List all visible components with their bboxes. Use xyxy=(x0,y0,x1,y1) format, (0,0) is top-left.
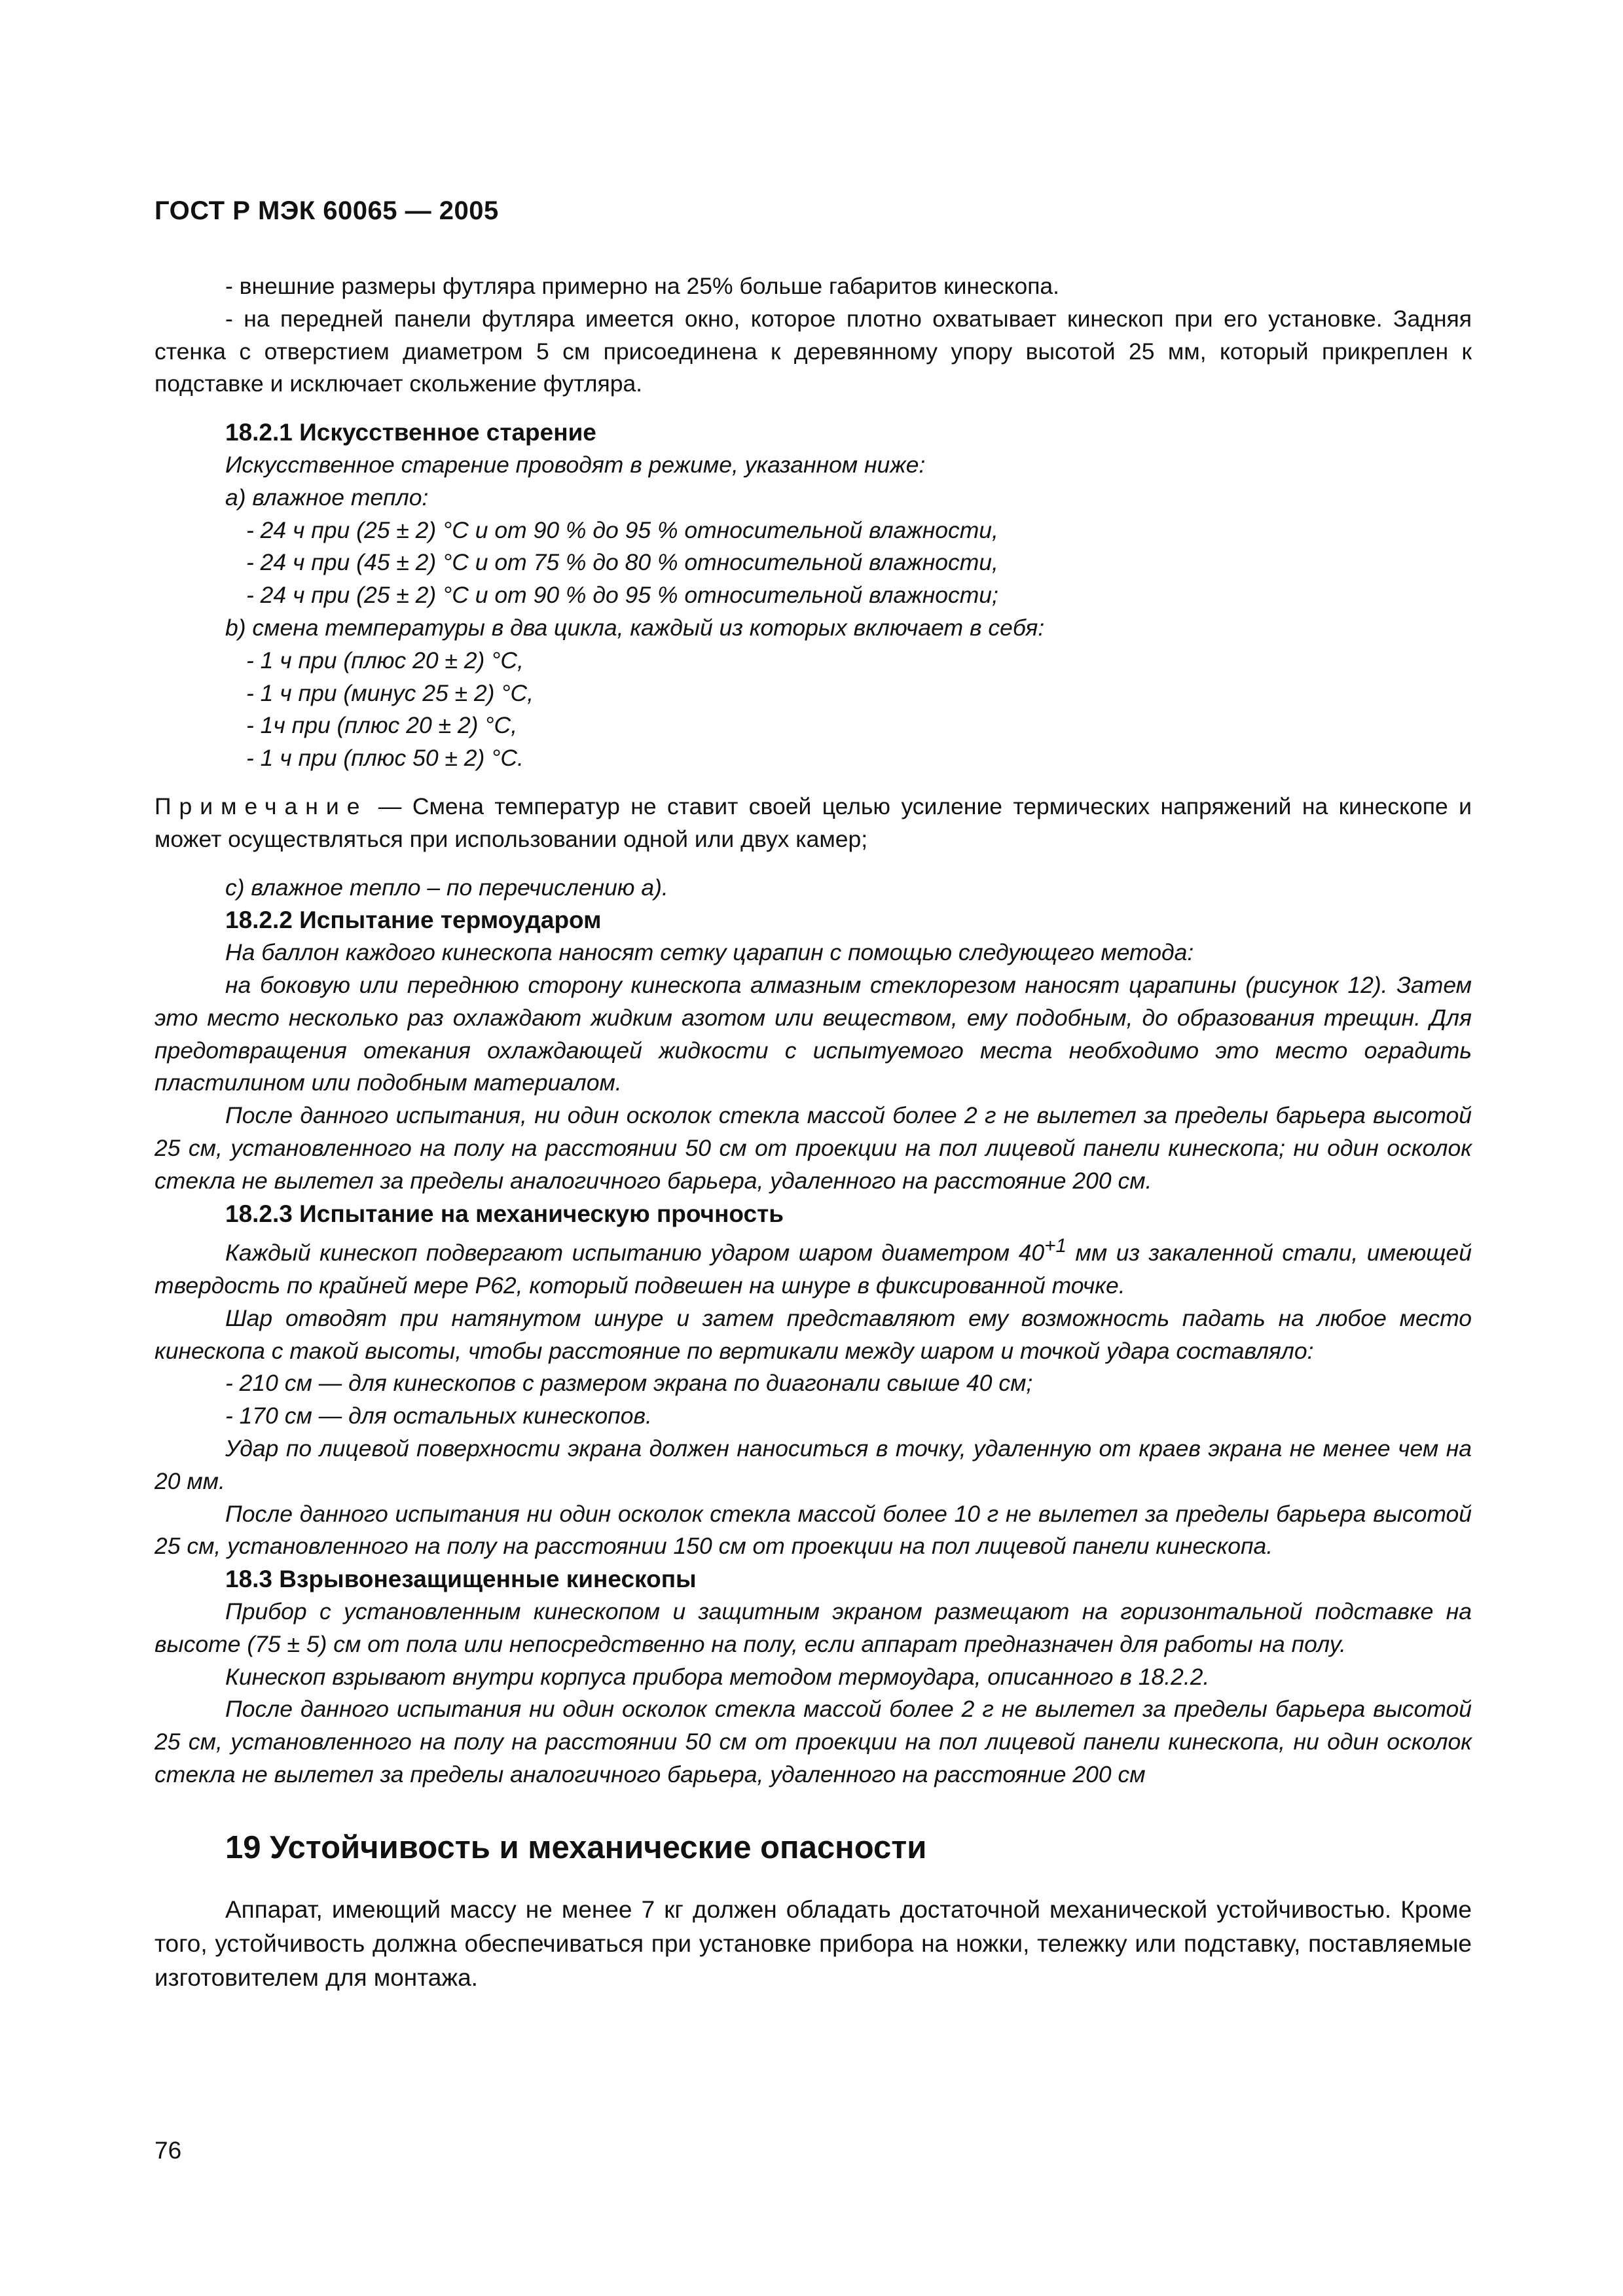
aging-b-item: - 1 ч при (плюс 20 ± 2) °С, xyxy=(246,647,524,673)
stability-paragraph: Аппарат, имеющий массу не менее 7 кг должен обладать достаточной механической устойчивостью. Кроме того, устойчивость должна обеспечиваться при установке прибора на ножки, тележку или подставку, поставляемые изготовителем для монтажа. xyxy=(155,1896,1472,1992)
thermal-shock-paragraph: на боковую или переднюю сторону кинескопа алмазным стеклорезом наносят царапины (рисунок 12). Затем это место несколько раз охлаждают жидким азотом или веществом, ему подобным, до образования трещин. Для предотвращения отекания охлаждающей жидкости с испытуемого места необходимо это место оградить пластилином или подобным материалом. xyxy=(155,971,1472,1096)
non-protected-paragraph: После данного испытания ни один осколок стекла массой более 2 г не вылетел за пределы барьера высотой 25 см, установленного на полу на расстоянии 50 см от проекции на пол лицевой панели кинескопа, ни один осколок стекла не вылетел за пределы аналогичного барьера, удаленного на расстояние 200 см xyxy=(155,1696,1472,1787)
note-text: — Смена температур не ставит своей целью усиление термических напряжений на кинескопе и может осуществляться при использовании одной или двух камер; xyxy=(155,793,1472,852)
thermal-shock-paragraph: На баллон каждого кинескопа наносят сетку царапин с помощью следующего метода: xyxy=(225,939,1194,966)
heading-19: 19 Устойчивость и механические опасности xyxy=(225,1829,927,1865)
heading-18-2-2: 18.2.2 Испытание термоударом xyxy=(225,906,602,934)
non-protected-paragraph: Прибор с установленным кинескопом и защитным экраном размещают на горизонтальной подставке на высоте (75 ± 5) см от пола или непосредственно на полу, если аппарат предназначен для работы на полу. xyxy=(155,1598,1472,1657)
aging-b-item: - 1ч при (плюс 20 ± 2) °С, xyxy=(246,712,518,739)
mechanical-paragraph-1: Каждый кинескоп подвергают испытанию ударом шаром диаметром $40^{+1}$ мм из закаленной стали, имеющей твердость по крайней мере Р62, который подвешен на шнуре в фиксированной точке. xyxy=(155,1235,1472,1299)
intro-paragraph-2: - на передней панели футляра имеется окно, которое плотно охватывает кинескоп при его установке. Задняя стенка с отверстием диаметром 5 см присоединена к деревянному упору высотой 25 мм, который прикреплен к подставке и исключает скольжение футляра. xyxy=(155,305,1472,397)
heading-18-2-3: 18.2.3 Испытание на механическую прочность xyxy=(225,1200,784,1227)
mechanical-paragraph-4: После данного испытания ни один осколок стекла массой более 10 г не вылетел за пределы барьера высотой 25 см, установленного на полу на расстоянии 150 см от проекции на пол лицевой панели кинескопа. xyxy=(155,1500,1472,1560)
thermal-shock-paragraph: После данного испытания, ни один осколок стекла массой более 2 г не вылетел за пределы барьера высотой 25 см, установленного на полу на расстоянии 50 см от проекции на пол лицевой панели кинескопа; ни один осколок стекла не вылетел за пределы аналогичного барьера, удаленного на расстояние 200 см. xyxy=(155,1102,1472,1194)
mechanical-paragraph-2: Шар отводят при натянутом шнуре и затем представляют ему возможность падать на любое место кинескопа с такой высоты, чтобы расстояние по вертикали между шаром и точкой удара составляло: xyxy=(155,1304,1472,1364)
page-content xyxy=(155,270,1472,1995)
aging-c-label: c) влажное тепло – по перечислению а). xyxy=(225,874,668,901)
aging-lead: Искусственное старение проводят в режиме, указанном ниже: xyxy=(225,451,926,478)
aging-b-label: b) смена температуры в два цикла, каждый из которых включает в себя: xyxy=(225,614,1045,641)
mechanical-paragraph-3: Удар по лицевой поверхности экрана должен наноситься в точку, удаленную от краев экрана не менее чем на 20 мм. xyxy=(155,1435,1472,1494)
heading-18-2-1: 18.2.1 Искусственное старение xyxy=(225,419,596,446)
page-number: 76 xyxy=(155,2137,182,2164)
mechanical-item: - 210 см — для кинескопов с размером экрана по диагонали свыше 40 см; xyxy=(225,1370,1033,1397)
note-paragraph xyxy=(155,791,1472,856)
heading-18-3: 18.3 Взрывонезащищенные кинескопы xyxy=(225,1566,697,1593)
mechanical-item: - 170 см — для остальных кинескопов. xyxy=(225,1403,652,1429)
aging-a-label: a) влажное тепло: xyxy=(225,484,429,511)
non-protected-paragraph: Кинескоп взрывают внутри корпуса прибора методом термоудара, описанного в 18.2.2. xyxy=(225,1663,1210,1690)
aging-a-item: - 24 ч при (45 ± 2) °С и от 75 % до 80 % относительной влажности, xyxy=(246,549,998,576)
tolerance-superscript: +1 xyxy=(1044,1235,1067,1257)
aging-a-item: - 24 ч при (25 ± 2) °С и от 90 % до 95 % относительной влажности, xyxy=(246,516,998,543)
aging-b-item: - 1 ч при (плюс 50 ± 2) °С. xyxy=(246,745,524,772)
intro-paragraph-1: - внешние размеры футляра примерно на 25% больше габаритов кинескопа. xyxy=(225,273,1060,299)
document-header: ГОСТ Р МЭК 60065 — 2005 xyxy=(155,196,499,225)
aging-b-item: - 1 ч при (минус 25 ± 2) °С, xyxy=(246,679,534,706)
aging-a-item: - 24 ч при (25 ± 2) °С и от 90 % до 95 % относительной влажности; xyxy=(246,582,998,609)
note-label: Примечание xyxy=(155,793,368,819)
